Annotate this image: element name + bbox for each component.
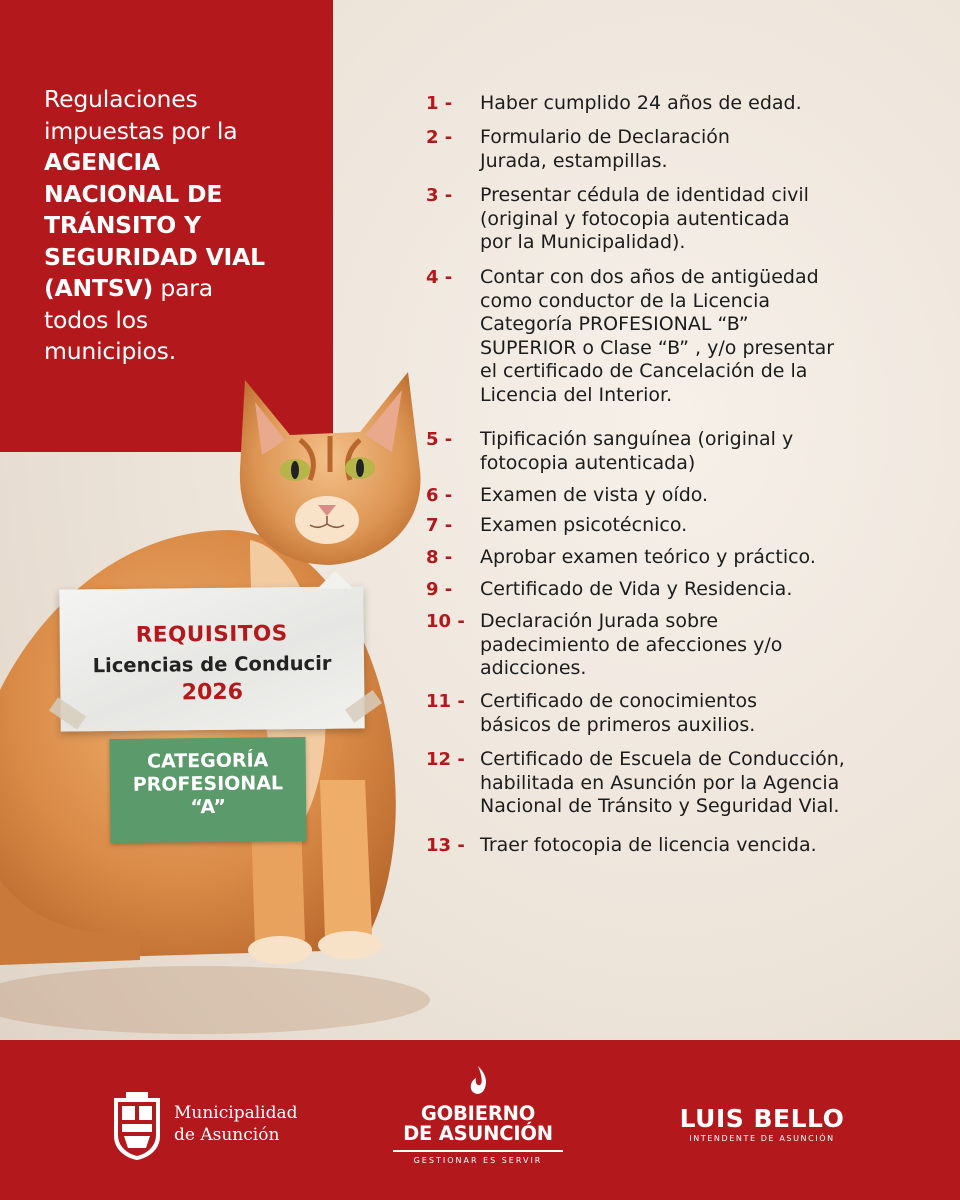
- requirement-number: 4 -: [426, 267, 453, 288]
- requirement-line: Licencia del Interior.: [480, 383, 673, 406]
- municipalidad-text: [174, 1102, 298, 1146]
- requirement-text: [480, 748, 950, 819]
- category-line: PROFESIONAL: [132, 772, 284, 796]
- requirement-line: Formulario de Declaración: [480, 126, 730, 148]
- sign-title: REQUISITOS: [135, 621, 288, 648]
- requirement-text: [480, 266, 950, 407]
- requirement-text: [480, 92, 950, 116]
- intro-bold: TRÁNSITO Y: [44, 211, 201, 239]
- requirement-line: adicciones.: [480, 657, 587, 679]
- intro-line: para: [153, 274, 213, 302]
- intro-text: [44, 84, 324, 368]
- requirement-line: Examen psicotécnico.: [480, 514, 688, 536]
- requirement-number: 7 -: [426, 515, 453, 536]
- intro-line: Regulaciones: [44, 85, 198, 113]
- requirement-text: [480, 834, 950, 858]
- requirement-line: básicos de primeros auxilios.: [480, 713, 756, 736]
- sign-subtitle: Licencias de Conducir: [92, 651, 332, 678]
- requirement-line: por la Municipalidad).: [480, 231, 686, 253]
- requirement-line: Declaración Jurada sobre: [480, 610, 719, 632]
- requirement-text: [480, 126, 950, 173]
- category-card: [109, 737, 306, 843]
- requirement-line: el certificado de Cancelación de la: [480, 360, 808, 382]
- requirement-line: SUPERIOR o Clase “B” , y/o presentar: [480, 336, 835, 359]
- requirement-line: como conductor de la Licencia: [480, 289, 770, 312]
- intro-line: municipios.: [44, 337, 176, 365]
- requirement-line: (original y fotocopia autenticada: [480, 207, 790, 230]
- gobierno-logo: [388, 1064, 568, 1174]
- muni-line: Municipalidad: [174, 1103, 298, 1123]
- category-line: “A”: [190, 795, 227, 819]
- gobierno-line2: DE ASUNCIÓN: [403, 1122, 553, 1145]
- footer: [0, 1040, 960, 1200]
- requirement-number: 10 -: [426, 611, 465, 632]
- requirement-line: Categoría PROFESIONAL “B”: [480, 313, 749, 335]
- requirement-line: Aprobar examen teórico y práctico.: [480, 546, 816, 568]
- sign-tab: [317, 571, 353, 589]
- requirement-number: 1 -: [426, 93, 453, 114]
- requirement-number: 2 -: [426, 127, 453, 148]
- requirement-line: Contar con dos años de antigüedad: [480, 266, 819, 288]
- requirement-line: Haber cumplido 24 años de edad.: [480, 92, 802, 114]
- luis-bello-logo: [672, 1106, 852, 1143]
- requirement-number: 3 -: [426, 185, 453, 206]
- requirement-line: Certificado de conocimientos: [480, 690, 758, 712]
- requirement-line: Certificado de Vida y Residencia.: [480, 578, 793, 600]
- municipalidad-logo: [110, 1092, 340, 1162]
- requirement-text: [480, 428, 950, 475]
- requirement-line: Presentar cédula de identidad civil: [480, 184, 809, 206]
- gobierno-line1: GOBIERNO: [420, 1102, 536, 1125]
- requirement-text: [480, 690, 950, 737]
- requirement-line: fotocopia autenticada): [480, 451, 696, 474]
- intro-bold: (ANTSV): [44, 274, 154, 302]
- requirement-line: Traer fotocopia de licencia vencida.: [480, 834, 817, 856]
- intro-line: todos los: [44, 305, 148, 334]
- coat-of-arms-icon: [110, 1092, 164, 1162]
- intro-bold: SEGURIDAD VIAL: [44, 242, 265, 271]
- requirement-line: Tipificación sanguínea (original y: [480, 428, 794, 450]
- intro-bold: NACIONAL DE: [44, 179, 223, 208]
- requisitos-sign: [59, 586, 364, 731]
- luis-bello-name: LUIS BELLO: [679, 1104, 845, 1133]
- requirement-number: 6 -: [426, 485, 453, 506]
- requirement-text: [480, 184, 950, 255]
- requirement-line: habilitada en Asunción por la Agencia: [480, 771, 840, 794]
- requirement-line: Jurada, estampillas.: [480, 149, 668, 172]
- requirement-line: Examen de vista y oído.: [480, 484, 709, 506]
- intro-line: impuestas por la: [44, 116, 238, 145]
- requirement-text: [480, 514, 950, 538]
- muni-line: de Asunción: [174, 1125, 280, 1145]
- requirement-text: [480, 484, 950, 508]
- requirement-number: 12 -: [426, 749, 465, 770]
- requirement-text: [480, 578, 950, 602]
- requirement-line: padecimiento de afecciones y/o: [480, 633, 783, 656]
- requirement-text: [480, 610, 950, 681]
- requirement-line: Certificado de Escuela de Conducción,: [480, 748, 845, 770]
- requirement-line: Nacional de Tránsito y Seguridad Vial.: [480, 795, 840, 817]
- requirement-text: [480, 546, 950, 570]
- intro-bold: AGENCIA: [44, 148, 160, 176]
- requirement-number: 5 -: [426, 429, 453, 450]
- requirement-number: 8 -: [426, 547, 453, 568]
- category-line: CATEGORÍA: [146, 749, 269, 773]
- requirement-number: 11 -: [426, 691, 465, 712]
- gobierno-slogan: GESTIONAR ES SERVIR: [413, 1156, 543, 1165]
- divider: [393, 1150, 563, 1152]
- sign-year: 2026: [181, 679, 244, 706]
- flame-icon: [466, 1064, 490, 1100]
- luis-bello-subtitle: INTENDENTE DE ASUNCIÓN: [689, 1134, 835, 1143]
- requirement-number: 13 -: [426, 835, 465, 856]
- requirement-number: 9 -: [426, 579, 453, 600]
